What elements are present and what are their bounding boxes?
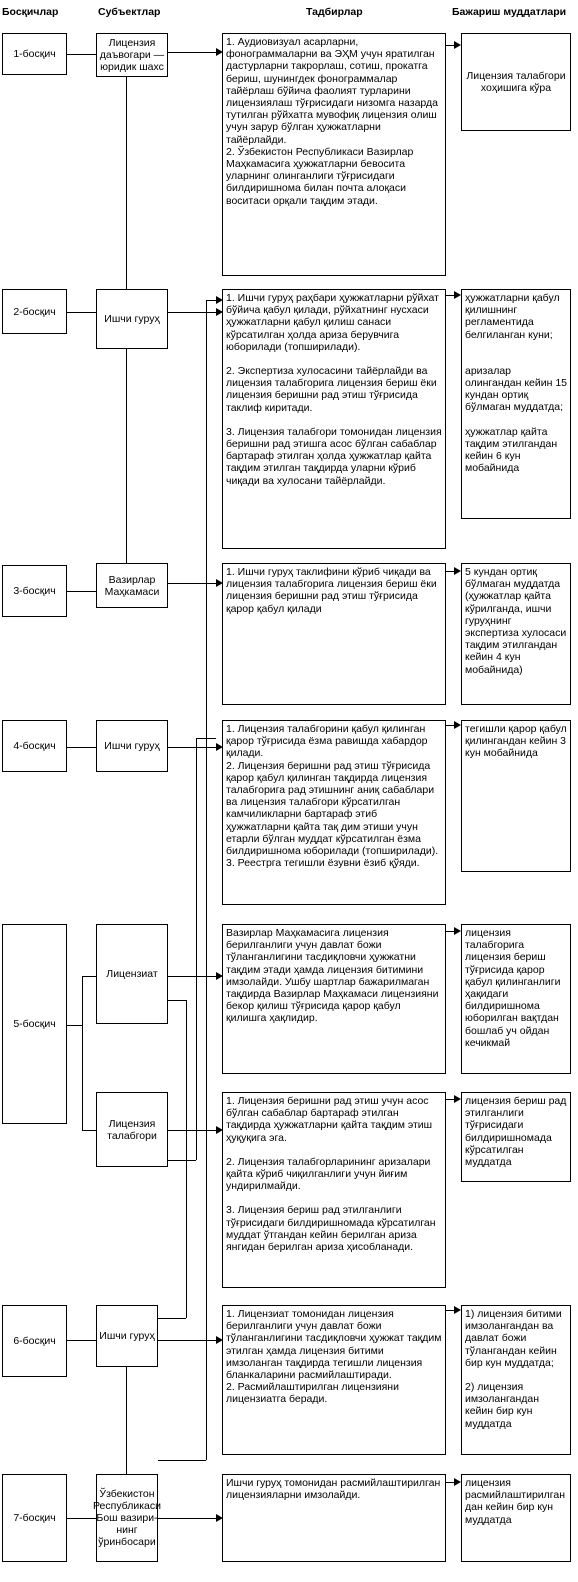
connector	[66, 312, 96, 313]
arrow	[454, 721, 461, 729]
deadline-text: лицензия бериш рад этилганлиги тўғрисидаги билдиришномада кўрсатилган муддатда	[465, 1095, 567, 1169]
subject-3-box	[96, 563, 168, 608]
action-6-box	[222, 1305, 446, 1455]
arrow	[454, 927, 461, 935]
connector	[168, 1130, 216, 1131]
stage-label: 1-босқич	[13, 48, 56, 60]
deadline-6-box	[461, 1305, 571, 1455]
connector	[82, 976, 83, 1131]
connector	[206, 300, 207, 1460]
stage-label: 2-босқич	[13, 305, 56, 318]
connector	[158, 1460, 206, 1461]
deadline-text: 2) лицензия имзолангандан кейин бир кун муддатда	[465, 1381, 540, 1430]
stage-1-box	[2, 33, 67, 75]
arrow	[454, 1306, 461, 1314]
connector	[66, 747, 96, 748]
subject-4-box	[96, 720, 168, 772]
subject-label: Ишчи гуруҳ	[104, 313, 160, 325]
action-text: 1. Лицензия беришни рад этиш учун асос бўлган сабаблар бартараф этилган тақдирда ҳужжатларни қайта тақдим этиш ҳуқуқига эга.	[226, 1095, 433, 1144]
action-text: 3. Лицензия бериш рад этилганлиги тўғрисидаги билдиришномада кўрсатилган муддат ўтгандан кейин берилган ариза янгидан берилган ариза ҳисобланади.	[226, 1204, 436, 1254]
connector	[82, 1130, 96, 1131]
connector	[126, 348, 127, 563]
deadline-text: лицензия талабгорига лицензия бериш тўғрисида қарор қабул қилинганлиги ҳақидаги билдиришнома юборилган вақтдан бошлаб уч ойдан кечикмай	[465, 927, 561, 1049]
stage-4-box	[2, 720, 67, 772]
deadline-5b-box	[461, 1092, 571, 1182]
deadline-5a-box	[461, 924, 571, 1074]
action-text: 1. Ишчи гуруҳ таклифини кўриб чиқади ва лицензия талабгорига лицензия бериш ёки лицензия беришни рад этиш тўғрисида қарор қабул қилади	[226, 566, 437, 615]
action-text: 2. Расмийлаштирилган лицензияни лицензиатга беради.	[226, 1381, 399, 1406]
connector	[446, 931, 454, 932]
stage-label: 4-босқич	[13, 740, 56, 752]
stage-5-box	[2, 924, 67, 1124]
header-actions: Тадбирлар	[306, 6, 363, 18]
deadline-text: 5 кундан ортиқ бўлмаган муддатда (ҳужжатлар қайта кўрилганда, ишчи гуруҳнинг экспертиза хулосаси тақдим этилгандан кейин 4 кун мобайнида)	[465, 566, 567, 676]
action-text: 1. Лицензиат томонидан лицензия берилганлиги учун давлат божи тўланганлигини тасдиқловчи ҳужжат тақдим этилган ҳамда лицензия битими имзоланган тақдирда тегишли лицензия бланкаларини расмийлаштиради.	[226, 1308, 442, 1382]
action-text: 1. Лицензия талабгорини қабул қилинган қарор тўғрисида ёзма равишда хабардор қилади.	[226, 723, 428, 760]
connector	[446, 571, 454, 572]
connector	[446, 1099, 454, 1100]
deadline-text: аризалар олингандан кейин 15 кундан ортиқ бўлмаган муддатда;	[465, 364, 567, 414]
subject-5a-box	[96, 924, 168, 1024]
subject-7-box	[93, 1474, 161, 1562]
action-1-box	[222, 33, 446, 276]
connector	[168, 1160, 196, 1161]
connector	[66, 54, 96, 55]
subject-label: Ишчи гуруҳ	[104, 740, 160, 752]
stage-label: 5-босқич	[13, 1018, 56, 1030]
deadline-text: Лицензия талабгори хоҳишига кўра	[466, 69, 566, 94]
action-text: 2. Ўзбекистон Республикаси Вазирлар Маҳкамасига ҳужжатларни бевосита уларнинг олинганлиги тўғрисидаги билдиришнома билан почта алоқаси воситаси орқали тақдим этади.	[226, 145, 414, 207]
action-text: 2. Лицензия талабгорларининг аризалари қайта кўриб чиқилганлиги учун йиғим ундирилмайди.	[226, 1155, 431, 1193]
connector	[66, 1025, 82, 1026]
connector	[66, 591, 96, 592]
deadline-1-box	[461, 33, 571, 131]
deadline-2-box	[461, 289, 571, 519]
connector	[446, 45, 454, 46]
deadline-text: ҳужжатларни қабул қилишнинг регламентида белгиланган куни;	[465, 292, 560, 341]
deadline-text: тегишли қарор қабул қилингандан кейин 3 кун мобайнида	[465, 723, 567, 760]
connector	[186, 1000, 187, 1318]
action-text: 3. Реестрга тегишли ёзувни ёзиб қўяди.	[226, 857, 420, 870]
action-text: 3. Лицензия талабгори томонидан лицензия беришни рад этишга асос бўлган сабаблар бартараф этилган ҳолда ҳужжатлар қайта тақдим этилган тақдирда уларни кўриб чиқади ва хулосани тайёрлайди.	[226, 425, 442, 487]
subject-2-box	[96, 289, 168, 349]
deadline-text: лицензия расмийлаштирилган дан кейин бир кун муддатда	[465, 1477, 566, 1526]
stage-3-box	[2, 565, 67, 617]
subject-label: Ўзбекистон Республикаси Бош вазири-нинг ўринбосари	[93, 1488, 161, 1548]
action-5b-box	[222, 1092, 446, 1288]
connector	[446, 725, 454, 726]
connector	[158, 1518, 216, 1519]
deadline-3-box	[461, 563, 571, 705]
connector	[168, 1000, 186, 1001]
action-3-box	[222, 563, 446, 705]
connector	[196, 738, 216, 739]
subject-label: Лицензия даъвогари — юридик шахс	[99, 37, 165, 73]
connector	[66, 1518, 96, 1519]
action-text: Ишчи гуруҳ томонидан расмийлаштирилган лицензияларни имзолайди.	[226, 1477, 441, 1502]
stage-7-box	[2, 1474, 67, 1562]
header-stages: Босқичлар	[2, 6, 59, 18]
arrow	[454, 291, 461, 299]
deadline-text: 1) лицензия битими имзолангандан ва давлат божи тўлангандан кейин бир кун муддатда;	[465, 1308, 562, 1369]
stage-label: 6-босқич	[13, 1335, 56, 1347]
action-5a-box	[222, 924, 446, 1074]
stage-6-box	[2, 1305, 67, 1377]
action-text: 2. Лицензия беришни рад этиш тўғрисида қарор қабул қилинган тақдирда лицензия талабгорига рад этишнинг аниқ сабаблари ва лицензия талабгори кўрсатилган камчиликларни бартараф этиб ҳужжатларни қайта тақ дим этиши учун етарли бўлган муддат кўрсатилган ёзма билдиришнома юборилади (топширилади).	[226, 759, 439, 858]
deadline-text: ҳужжатлар қайта тақдим этилгандан кейин 6 кун мобайнида	[465, 425, 558, 475]
connector	[126, 77, 127, 289]
subject-1-box	[96, 33, 168, 77]
connector	[446, 295, 454, 296]
subject-label: Лицензия талабгори	[107, 1117, 157, 1142]
action-7-box	[222, 1474, 446, 1562]
deadline-4-box	[461, 720, 571, 872]
arrow	[454, 41, 461, 49]
subject-label: Ишчи гуруҳ	[99, 1330, 155, 1342]
connector	[126, 1366, 127, 1474]
connector	[158, 1318, 186, 1319]
connector	[446, 1310, 454, 1311]
connector	[66, 1340, 96, 1341]
arrow	[454, 567, 461, 575]
connector	[82, 976, 96, 977]
deadline-7-box	[461, 1474, 571, 1562]
header-subjects: Субъектлар	[98, 6, 161, 18]
action-2-box	[222, 289, 446, 549]
action-text: 1. Аудиовизуал асарларни, фонограммаларни ва ЭҲМ учун яратилган дастурларни такрорлаш, сотиш, прокатга бериш, шунингдек фонограммалар тайёрлаш бўйича фаолият турларини лицензиялаш тўғрисидаги низомга назарда тутилган рўйхатга мувофиқ лицензия олиш учун зарур бўлган ҳужжатларни тайёрлайди.	[226, 36, 438, 146]
connector	[158, 1340, 216, 1341]
arrow	[454, 1478, 461, 1486]
connector	[196, 738, 197, 1160]
connector	[206, 300, 216, 301]
action-text: 1. Ишчи гуруҳ раҳбари ҳужжатларни рўйхат бўйича қабул қилади, рўйхатнинг нусхаси ҳужжатларни қабул қилиш санаси кўрсатилган ҳолда ариза берувчига юборилади (топширилади).	[226, 292, 439, 353]
stage-label: 3-босқич	[13, 585, 56, 597]
connector	[446, 1482, 454, 1483]
subject-label: Лицензиат	[106, 968, 158, 980]
action-text: 2. Экспертиза хулосасини тайёрлайди ва лицензия талабгорига лицензия бериш ёки лицензия беришни рад этиш тўғрисида таклиф киритади.	[226, 365, 437, 414]
header-deadlines: Бажариш муддатлари	[452, 6, 567, 18]
connector	[168, 976, 216, 977]
subject-label: Вазирлар Маҳкамаси	[104, 573, 160, 598]
subject-5b-box	[96, 1092, 168, 1167]
connector	[168, 583, 216, 584]
stage-label: 7-босқич	[13, 1512, 56, 1524]
action-4-box	[222, 720, 446, 905]
subject-6-box	[96, 1305, 158, 1367]
action-text: Вазирлар Маҳкамасига лицензия берилганлиги учун давлат божи тўланганлигини тасдиқловчи ҳужжатни тақдим этади ҳамда лицензия битимини имзолайди. Ушбу шартлар бажарилмаган тақдирда Вазирлар Маҳкамаси лицензияни бекор қилиш тўғрисида қарор қабул қилишга ҳақлидир.	[226, 927, 439, 1025]
arrow	[454, 1095, 461, 1103]
stage-2-box	[2, 289, 67, 334]
connector	[168, 747, 216, 748]
